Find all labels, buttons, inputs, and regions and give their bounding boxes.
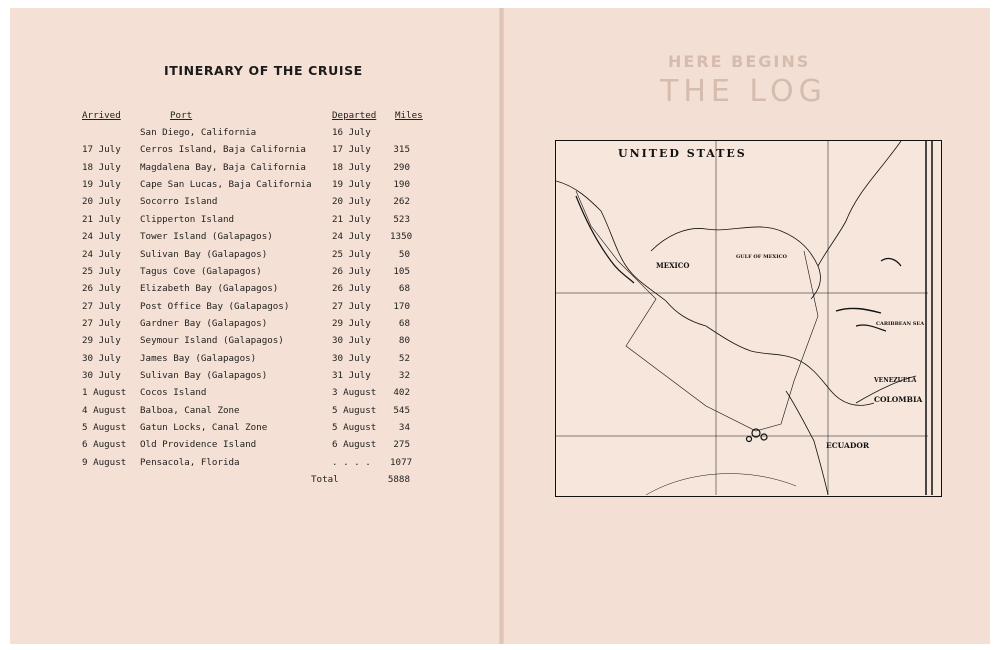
cell-port: Elizabeth Bay (Galapagos) [140, 283, 279, 294]
cell-departed: 6 August [332, 439, 377, 450]
cell-miles: 52 [398, 353, 410, 364]
cell-arrived: 20 July [82, 196, 121, 207]
cell-port: Old Providence Island [140, 439, 257, 450]
cell-port: Seymour Island (Galapagos) [140, 335, 284, 346]
cell-port: Magdalena Bay, Baja California [140, 162, 306, 173]
cell-port: Cerros Island, Baja California [140, 144, 306, 155]
cell-port: Sulivan Bay (Galapagos) [140, 249, 268, 260]
total-miles: 5888 [387, 474, 410, 485]
cell-port: James Bay (Galapagos) [140, 353, 257, 364]
cell-departed: 18 July [332, 162, 371, 173]
cell-arrived: 17 July [82, 144, 121, 155]
map-drawing [556, 141, 940, 495]
cell-miles: 290 [393, 162, 410, 173]
cell-departed: 25 July [332, 249, 371, 260]
map-label-united-states: UNITED STATES [618, 147, 747, 160]
cell-departed: 26 July [332, 266, 371, 277]
cell-departed: 26 July [332, 283, 371, 294]
cell-miles: 545 [393, 405, 410, 416]
cell-miles: 105 [393, 266, 410, 277]
cell-arrived: 30 July [82, 353, 121, 364]
cell-arrived: 4 August [82, 405, 127, 416]
cell-miles: 1077 [390, 457, 413, 468]
cell-miles: 523 [393, 214, 410, 225]
cell-departed: 30 July [332, 335, 371, 346]
page-title: ITINERARY OF THE CRUISE [164, 63, 363, 78]
cell-port: Sulivan Bay (Galapagos) [140, 370, 268, 381]
ghost-heading-the-log: THE LOG [660, 74, 827, 109]
cell-port: Socorro Island [140, 196, 218, 207]
cell-port: Post Office Bay (Galapagos) [140, 301, 290, 312]
cell-arrived: 24 July [82, 249, 121, 260]
map-label-mexico: MEXICO [656, 261, 690, 270]
cell-arrived: 1 August [82, 387, 127, 398]
cell-miles: 34 [398, 422, 410, 433]
cell-departed: 17 July [332, 144, 371, 155]
total-label: Total [311, 474, 339, 485]
cell-miles: 1350 [390, 231, 413, 242]
cell-port: San Diego, California [140, 127, 257, 138]
cell-arrived: 5 August [82, 422, 127, 433]
cell-departed: 3 August [332, 387, 377, 398]
map-label-venezuela: VENEZUELA [874, 377, 917, 384]
cell-arrived: 9 August [82, 457, 127, 468]
cell-arrived: 21 July [82, 214, 121, 225]
map-label-caribbean: CARIBBEAN SEA [876, 321, 925, 327]
map-label-colombia: COLOMBIA [874, 395, 923, 404]
cell-miles: 262 [393, 196, 410, 207]
cell-arrived: 24 July [82, 231, 121, 242]
cell-miles: 402 [393, 387, 410, 398]
route-map [555, 140, 942, 497]
cell-port: Gardner Bay (Galapagos) [140, 318, 268, 329]
cell-port: Balboa, Canal Zone [140, 405, 240, 416]
cell-miles: 315 [393, 144, 410, 155]
cell-arrived: 25 July [82, 266, 121, 277]
cell-departed: 31 July [332, 370, 371, 381]
header-port: Port [170, 110, 193, 121]
cell-miles: 80 [398, 335, 410, 346]
cell-departed: 19 July [332, 179, 371, 190]
cell-miles: 50 [398, 249, 410, 260]
cell-arrived: 29 July [82, 335, 121, 346]
ghost-heading-here-begins: HERE BEGINS [668, 52, 811, 71]
cell-arrived: 6 August [82, 439, 127, 450]
cell-departed: 21 July [332, 214, 371, 225]
cell-port: Clipperton Island [140, 214, 235, 225]
cell-arrived: 27 July [82, 318, 121, 329]
cell-miles: 68 [398, 283, 410, 294]
cell-departed: 24 July [332, 231, 371, 242]
cell-departed: 30 July [332, 353, 371, 364]
cell-miles: 32 [398, 370, 410, 381]
cell-miles: 68 [398, 318, 410, 329]
cell-departed: 16 July [332, 127, 371, 138]
cell-departed: 27 July [332, 301, 371, 312]
cell-miles: 190 [393, 179, 410, 190]
cell-arrived: 18 July [82, 162, 121, 173]
book-spine [499, 8, 504, 644]
cell-arrived: 19 July [82, 179, 121, 190]
cell-port: Tagus Cove (Galapagos) [140, 266, 262, 277]
cell-miles: 275 [393, 439, 410, 450]
cell-departed: 5 August [332, 405, 377, 416]
cell-departed: . . . . [332, 457, 371, 468]
map-label-ecuador: ECUADOR [826, 441, 870, 450]
cell-port: Cocos Island [140, 387, 207, 398]
cell-departed: 20 July [332, 196, 371, 207]
cell-arrived: 27 July [82, 301, 121, 312]
cell-arrived: 26 July [82, 283, 121, 294]
header-arrived: Arrived [82, 110, 121, 121]
cell-departed: 5 August [332, 422, 377, 433]
header-miles: Miles [395, 110, 423, 121]
cell-departed: 29 July [332, 318, 371, 329]
cell-port: Gatun Locks, Canal Zone [140, 422, 268, 433]
map-label-gulf: GULF OF MEXICO [736, 254, 787, 260]
header-departed: Departed [332, 110, 377, 121]
cell-arrived: 30 July [82, 370, 121, 381]
cell-port: Pensacola, Florida [140, 457, 240, 468]
cell-miles: 170 [393, 301, 410, 312]
cell-port: Tower Island (Galapagos) [140, 231, 273, 242]
cell-port: Cape San Lucas, Baja California [140, 179, 312, 190]
